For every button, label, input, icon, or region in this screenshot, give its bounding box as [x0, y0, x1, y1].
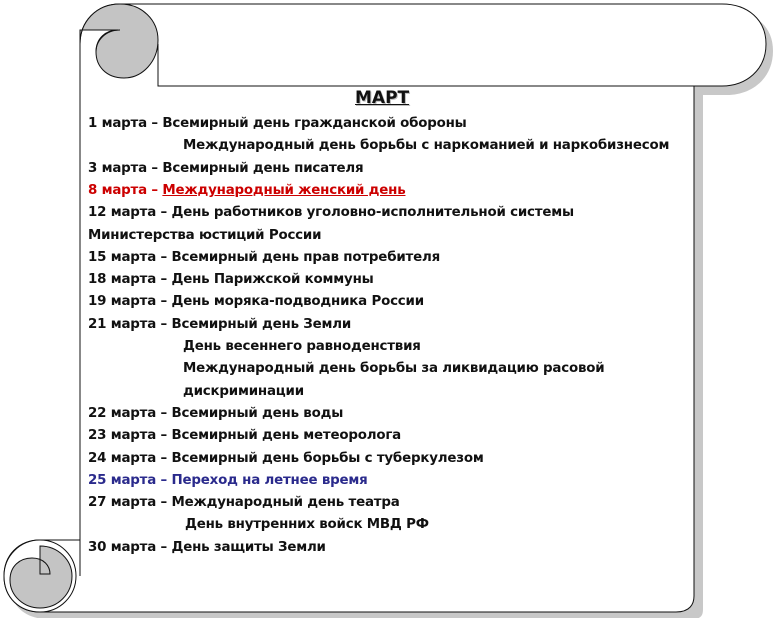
- event-line: 30 марта – День защиты Земли: [88, 539, 326, 555]
- event-line: 1 марта – Всемирный день гражданской обороны: [88, 116, 467, 131]
- event-line: 22 марта – Всемирный день воды: [88, 405, 344, 421]
- event-line: 23 марта – Всемирный день метеоролога: [88, 428, 401, 444]
- event-line: дискриминации: [183, 383, 304, 399]
- event-line: Международный день борьбы с наркоманией и наркобизнесом: [183, 138, 670, 154]
- event-line: Международный день борьбы за ликвидацию расовой: [183, 361, 605, 377]
- event-highlight: Переход на летнее время: [171, 472, 368, 488]
- event-date: 25 марта –: [88, 472, 172, 488]
- event-line: 3 марта – Всемирный день писателя: [88, 160, 364, 176]
- event-line: 12 марта – День работников уголовно-исполнительной системы: [88, 205, 574, 221]
- event-line: 15 марта – Всемирный день прав потребителя: [88, 249, 440, 265]
- event-line: 27 марта – Международный день театра: [88, 495, 400, 511]
- event-line: 21 марта – Всемирный день Земли: [88, 316, 352, 332]
- event-line: 24 марта – Всемирный день борьбы с туберкулезом: [88, 450, 484, 466]
- event-line: [88, 183, 405, 198]
- event-line: День внутренних войск МВД РФ: [185, 517, 429, 533]
- event-line: 18 марта – День Парижской коммуны: [88, 272, 374, 288]
- event-line: [88, 473, 368, 488]
- event-line: Министерства юстиций России: [88, 227, 322, 243]
- event-line: 19 марта – День моряка-подводника России: [88, 294, 424, 310]
- event-line: День весеннего равноденствия: [183, 339, 421, 354]
- event-highlight: Международный женский день: [162, 182, 406, 198]
- event-date: 8 марта –: [88, 182, 163, 198]
- page-title: МАРТ: [355, 88, 410, 108]
